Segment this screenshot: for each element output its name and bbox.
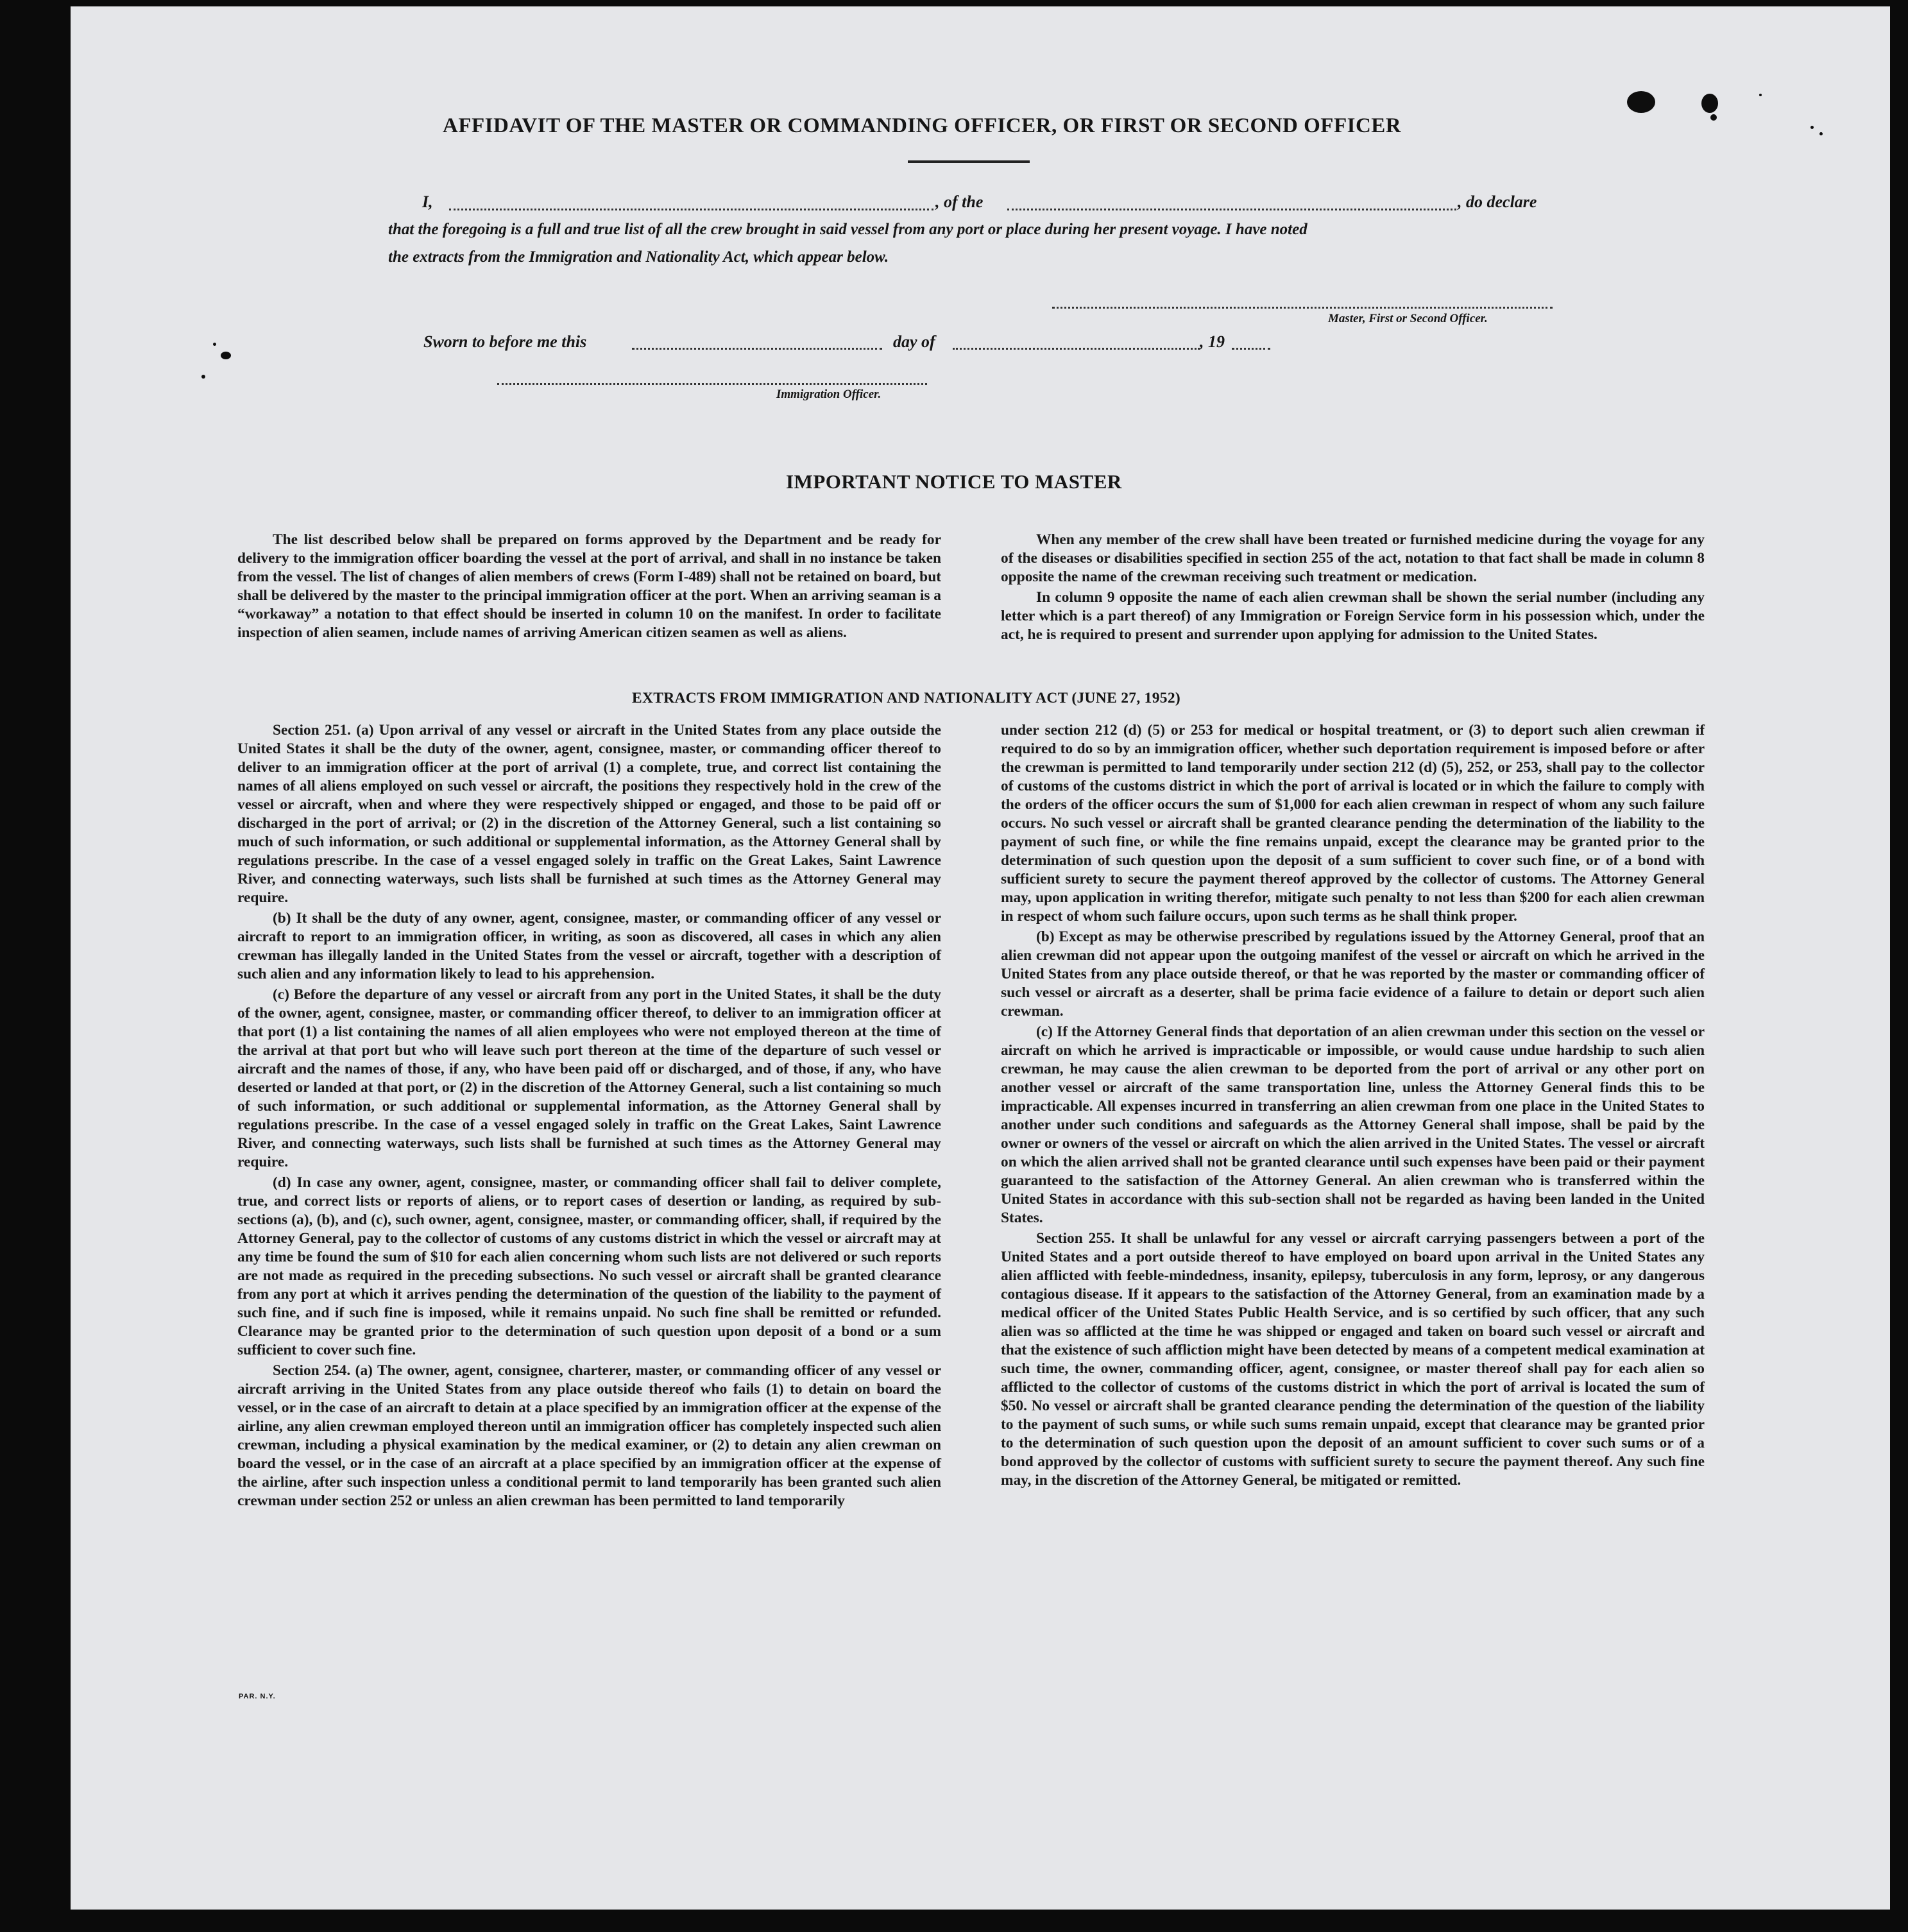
- year-blank[interactable]: [1232, 348, 1270, 350]
- extracts-right-column: [1001, 721, 1705, 1490]
- section-254-b: (b) Except as may be otherwise prescribed by regulations issued by the Attorney General, proof that an alien crewman did not appear upon the outgoing manifest of the vessel or aircraft on which he arrived in the United States from any place outside thereof, or that he was reported by the master or commanding officer of such vessel or aircraft as a deserter, shall be prima facie evidence of a failure to detain or deport such alien crewman.: [1001, 928, 1705, 1020]
- notice-left-text: [237, 531, 941, 642]
- name-blank[interactable]: [449, 209, 933, 210]
- affidavit-line2: that the foregoing is a full and true list of all the crew brought in said vessel from any port or place during her present voyage. I have noted: [388, 221, 1307, 238]
- printer-mark: PAR. N.Y.: [239, 1693, 276, 1700]
- extracts-left-column: [237, 721, 941, 1510]
- day-of-label: day of: [893, 332, 935, 351]
- extracts-title: EXTRACTS FROM IMMIGRATION AND NATIONALITY ACT (JUNE 27, 1952): [632, 690, 1180, 706]
- vessel-blank[interactable]: [1007, 209, 1456, 210]
- ink-blot: [1701, 94, 1718, 113]
- ink-blot: [221, 352, 231, 359]
- ink-blot: [213, 343, 216, 346]
- ink-blot: [1627, 91, 1655, 113]
- master-signature-blank[interactable]: [1052, 307, 1553, 309]
- affidavit-of-the: , of the: [935, 192, 984, 211]
- section-254-c: (c) If the Attorney General finds that deportation of an alien crewman under this section on the vessel or aircraft on which he arrived is impracticable or impossible, or would cause undue hardship to such alien crewman, he may cause the alien crewman to be deported from the port of arrival or any other port on another vessel or aircraft of the same transportation line, unless the Attorney General finds this to be impracticable. All expenses incurred in transferring an alien crewman from one place in the United States to another under such conditions and safeguards as the Attorney General shall impose, shall be paid by the owner or owners of the vessel or aircraft on which the alien arrived in the United States. The vessel or aircraft on which the alien arrived shall not be granted clearance until such expenses have been paid or their payment guaranteed to the satisfaction of the Attorney General. An alien crewman who is transferred within the United States in accordance with this sub-section shall not be regarded as having been landed in the United States.: [1001, 1023, 1705, 1226]
- notice-right-text: [1001, 531, 1705, 644]
- ink-blot: [1759, 94, 1762, 96]
- section-251-a: Section 251. (a) Upon arrival of any vessel or aircraft in the United States from any place outside the United States it shall be the duty of the owner, agent, consignee, master, or commanding officer thereof to deliver to an immigration officer at the port of arrival (1) a complete, true, and correct list containing the names of all aliens employed on such vessel or aircraft, the positions they respectively hold in the crew of the vessel or aircraft, when and where they were respectively shipped or engaged, and those to be paid off or discharged in the port of arrival; or (2) in the discretion of the Attorney General, such a list containing so much of such information, or such additional or supplemental information, as the Attorney General shall by regulations prescribe. In the case of a vessel engaged solely in traffic on the Great Lakes, Saint Lawrence River, and connecting waterways, such lists shall be furnished at such times as the Attorney General may require.: [237, 722, 941, 906]
- ink-blot: [201, 375, 205, 379]
- affidavit-i-label: I,: [422, 192, 433, 211]
- affidavit-do-declare: , do declare: [1458, 192, 1537, 211]
- ink-blot: [1819, 132, 1823, 135]
- officer-signature-blank[interactable]: [497, 383, 927, 385]
- section-254-a: Section 254. (a) The owner, agent, consignee, charterer, master, or commanding officer of any vessel or aircraft arriving in the United States from any place outside thereof who fails (1) to detain on board the vessel, or in the case of an aircraft to detain at a place specified by an immigration officer at the expense of the airline, any alien crewman employed thereon until an immigration officer has completely inspected such alien crewman, including a physical examination by the medical examiner, or (2) to detain any alien crewman on board the vessel, or in the case of an aircraft at a place specified by an immigration officer at the expense of the airline, after such inspection unless a conditional permit to land temporarily has been granted such alien crewman under section 252 or unless an alien crewman has been permitted to land temporarily: [237, 1362, 941, 1509]
- notice-right-paragraph-2: In column 9 opposite the name of each alien crewman shall be shown the serial number (including any letter which is a part thereof) of any Immigration or Foreign Service form in his possession which, under the act, he is required to present and surrender upon applying for admission to the United States.: [1001, 589, 1705, 643]
- section-251-d: (d) In case any owner, agent, consignee, master, or commanding officer shall fail to deliver complete, true, and correct lists or reports of aliens, or to report cases of desertion or landing, as required by sub-sections (a), (b), and (c), such owner, agent, consignee, master, or commanding officer, shall, if required by the Attorney General, pay to the collector of customs of any customs district in which the vessel or aircraft may at any time be found the sum of $10 for each alien concerning whom such lists are not delivered or such reports are not made as required in the preceding subsections. No such vessel or aircraft shall be granted clearance from any port at which it arrives pending the determination of the question of the liability to the payment of such fine, and if such fine is imposed, while it remains unpaid. No such fine shall be remitted or refunded. Clearance may be granted prior to the determination of such question upon deposit of a bond or a sum sufficient to cover such fine.: [237, 1174, 941, 1358]
- year-label: , 19: [1200, 332, 1225, 351]
- ink-blot: [1810, 126, 1814, 129]
- month-blank[interactable]: [953, 348, 1200, 350]
- section-254-a-continued: under section 212 (d) (5) or 253 for medical or hospital treatment, or (3) to deport such alien crewman if required to do so by an immigration officer, whether such deportation requirement is imposed before or after the crewman is permitted to land temporarily under section 212 (d) (5), 252, or 253, shall pay to the collector of customs of the customs district in which the port of arrival is located or in which the failure to comply with the orders of the officer occurs the sum of $1,000 for each alien crewman in respect of whom any such failure occurs. No such vessel or aircraft shall be granted clearance pending the determination of the liability to the payment of such fine, or while the fine remains unpaid, except the clearance may be granted prior to the determination of such question upon the deposit of a sum sufficient to cover such fine, or of a bond with sufficient surety to secure the payment thereof approved by the collector of customs. The Attorney General may, upon application in writing therefor, mitigate such penalty to not less than $200 for each alien crewman in respect of whom such failure occurs, upon such terms as he shall think proper.: [1001, 722, 1705, 925]
- officer-caption: Immigration Officer.: [776, 388, 882, 401]
- sworn-label: Sworn to before me this: [423, 332, 587, 351]
- affidavit-title: AFFIDAVIT OF THE MASTER OR COMMANDING OFFICER, OR FIRST OR SECOND OFFICER: [443, 114, 1402, 137]
- section-255: Section 255. It shall be unlawful for any vessel or aircraft carrying passengers between a port of the United States and a port outside thereof to have employed on board upon arrival in the United States any alien afflicted with feeble-mindedness, insanity, epilepsy, tuberculosis in any form, leprosy, or any dangerous contagious disease. If it appears to the satisfaction of the Attorney General, from an examination made by a medical officer of the United States Public Health Service, and is so certified by such officer, that any such alien was so afflicted at the time he was shipped or engaged and taken on board such vessel or aircraft and that the existence of such affliction might have been detected by means of a competent medical examination at such time, the owner, commanding officer, agent, consignee, or master thereof shall pay for each alien so afflicted to the collector of customs of the customs district in which the port of arrival is located the sum of $50. No vessel or aircraft shall be granted clearance pending the determination of the question of the liability to the payment of such sums, or while such sums remain unpaid, except that clearance may be granted prior to the determination of such question upon the deposit of an amount sufficient to cover such sums or of a bond approved by the collector of customs with sufficient surety to secure the payment thereof. Any such fine may, in the discretion of the Attorney General, be mitigated or remitted.: [1001, 1230, 1705, 1489]
- ink-blot: [1710, 114, 1717, 121]
- title-rule: [908, 160, 1030, 163]
- master-caption: Master, First or Second Officer.: [1328, 312, 1488, 325]
- section-251-c: (c) Before the departure of any vessel or aircraft from any port in the United States, it shall be the duty of the owner, agent, consignee, master, or commanding officer thereof, to deliver to an immigration officer at that port (1) a list containing the names of all alien employees who were not employed thereon at the time of the arrival at that port but who will leave such port thereon at the time of the departure of such vessel or aircraft and the names of those, if any, who have been paid off or discharged, and of those, if any, who have deserted or landed at that port, or (2) in the discretion of the Attorney General, such a list containing so much of such information, or such additional or supplemental information, as the Attorney General shall by regulations prescribe. In the case of a vessel engaged solely in traffic on the Great Lakes, Saint Lawrence River, and connecting waterways, such lists shall be furnished at such times as the Attorney General may require.: [237, 986, 941, 1170]
- sworn-day-blank[interactable]: [632, 348, 882, 350]
- notice-right-paragraph-1: When any member of the crew shall have been treated or furnished medicine during the voyage for any of the diseases or disabilities specified in section 255 of the act, notation to that fact shall be made in column 8 opposite the name of the crewman receiving such treatment or medication.: [1001, 531, 1705, 585]
- affidavit-line3: the extracts from the Immigration and Nationality Act, which appear below.: [388, 248, 889, 266]
- section-251-b: (b) It shall be the duty of any owner, agent, consignee, master, or commanding officer of any vessel or aircraft to report to an immigration officer, in writing, as soon as discovered, all cases in which any alien crewman has illegally landed in the United States from the vessel or aircraft, together with a description of such alien and any information likely to lead to his apprehension.: [237, 910, 941, 982]
- notice-title: IMPORTANT NOTICE TO MASTER: [786, 470, 1122, 493]
- notice-left-paragraph: The list described below shall be prepared on forms approved by the Department and be ready for delivery to the immigration officer boarding the vessel at the port of arrival, and shall in no instance be taken from the vessel. The list of changes of alien members of crews (Form I-489) shall not be retained on board, but shall be delivered by the master to the principal immigration officer at the port. When an arriving seaman is a “workaway” a notation to that effect should be inserted in column 10 on the manifest. In order to facilitate inspection of alien seamen, include names of arriving American citizen seamen as well as aliens.: [237, 531, 941, 641]
